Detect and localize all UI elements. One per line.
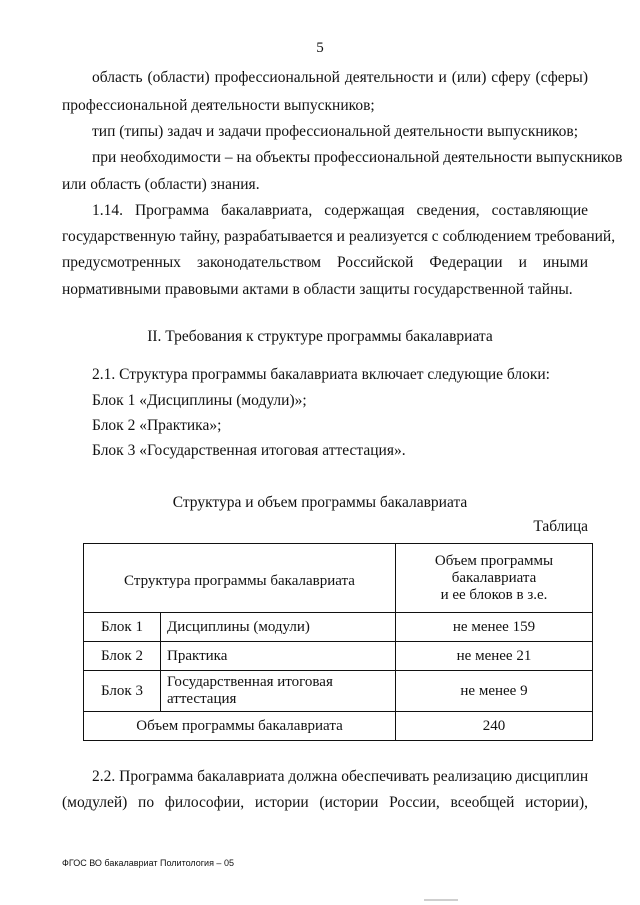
list-item: Блок 1 «Дисциплины (модули)»; — [92, 392, 307, 409]
paragraph-line: 2.1. Структура программы бакалавриата включает следующие блоки: — [92, 366, 550, 383]
table-title: Структура и объем программы бакалавриата — [172, 494, 468, 511]
footer-text: ФГОС ВО бакалавриат Политология – 05 — [62, 858, 234, 868]
page-number: 5 — [316, 40, 324, 56]
header-volume-line: Объем программы — [434, 552, 554, 569]
block-name-cell: Практика — [161, 642, 396, 671]
section-heading: II. Требования к структуре программы бакалавриата — [147, 328, 493, 345]
block-cell: Блок 3 — [84, 671, 161, 712]
paragraph-line: государственную тайну, разрабатывается и реализуется с соблюдением требований, — [62, 228, 616, 245]
paragraph-line: 1.14. Программа бакалавриата, содержащая сведения, составляющие — [92, 202, 588, 219]
paragraph-line: профессиональной деятельности выпускников; — [62, 97, 375, 114]
table-row — [84, 642, 593, 671]
table-row — [84, 613, 593, 642]
paragraph-line: при необходимости – на объекты профессиональной деятельности выпускников — [92, 149, 623, 166]
scan-mark — [424, 899, 458, 901]
program-structure-table — [83, 543, 593, 741]
header-volume-line: и ее блоков в з.е. — [440, 586, 548, 603]
paragraph-line: (модулей) по философии, истории (истории России, всеобщей истории), — [62, 794, 588, 811]
paragraph-line: предусмотренных законодательством Российской Федерации и иными — [62, 254, 588, 271]
block-cell: Блок 1 — [84, 613, 161, 642]
paragraph-line: 2.2. Программа бакалавриата должна обеспечивать реализацию дисциплин — [92, 768, 589, 785]
header-volume-line: бакалавриата — [451, 569, 537, 586]
table-row — [84, 671, 593, 712]
list-item: Блок 2 «Практика»; — [92, 417, 222, 434]
block-name-cell: Государственная итоговая аттестация — [161, 671, 396, 712]
table-header-row — [84, 544, 593, 613]
table-label: Таблица — [533, 518, 588, 535]
block-cell: Блок 2 — [84, 642, 161, 671]
paragraph-line: нормативными правовыми актами в области защиты государственной тайны. — [62, 281, 573, 298]
volume-cell: не менее 9 — [396, 671, 593, 712]
volume-cell: не менее 21 — [396, 642, 593, 671]
header-volume — [396, 544, 593, 613]
paragraph-line: или область (области) знания. — [62, 176, 260, 193]
volume-cell: не менее 159 — [396, 613, 593, 642]
list-item: Блок 3 «Государственная итоговая аттестация». — [92, 442, 406, 459]
total-label-cell: Объем программы бакалавриата — [84, 712, 396, 741]
paragraph-line: тип (типы) задач и задачи профессиональной деятельности выпускников; — [92, 123, 579, 140]
paragraph-line: область (области) профессиональной деятельности и (или) сферу (сферы) — [92, 69, 588, 86]
table-total-row — [84, 712, 593, 741]
total-value-cell: 240 — [396, 712, 593, 741]
header-structure: Структура программы бакалавриата — [84, 544, 396, 613]
block-name-cell: Дисциплины (модули) — [161, 613, 396, 642]
